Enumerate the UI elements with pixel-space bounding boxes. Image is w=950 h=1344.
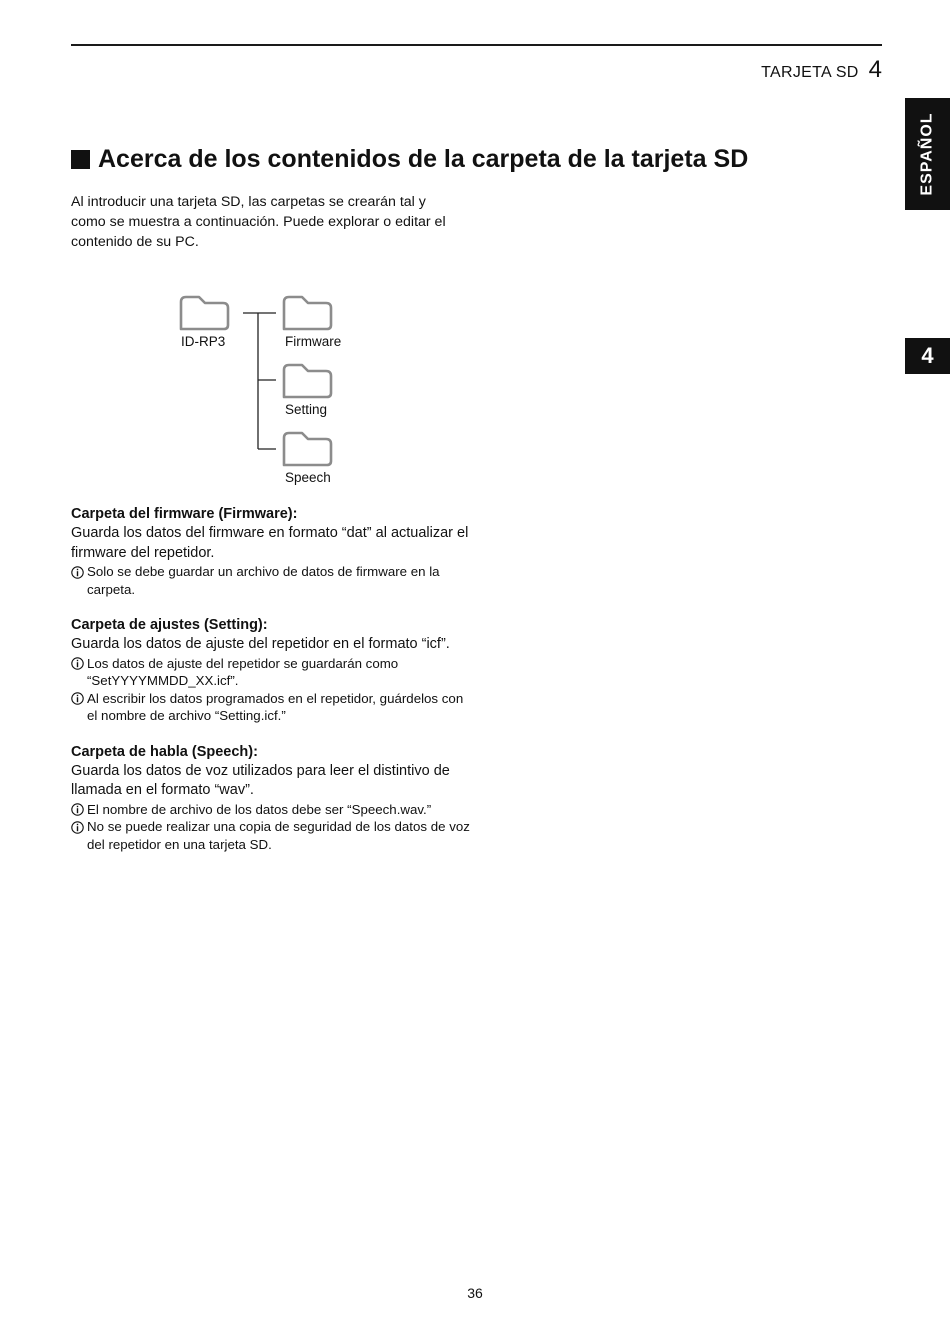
intro-paragraph: Al introducir una tarjeta SD, las carpetas se crearán tal y como se muestra a continuación. Puede explorar o editar el contenido de su PC. xyxy=(71,194,446,250)
note-text: El nombre de archivo de los datos debe ser “Speech.wav.” xyxy=(87,801,432,817)
info-icon xyxy=(71,563,87,598)
folder-icon-speech xyxy=(284,433,331,465)
note-text: Al escribir los datos programados en el repetidor, guárdelos con el nombre de archivo “Setting.icf.” xyxy=(87,690,464,723)
section-heading xyxy=(71,145,748,174)
note-text: Solo se debe guardar un archivo de datos de firmware en la carpeta. xyxy=(87,564,440,597)
folder-icon-firmware xyxy=(284,297,331,329)
note-text: No se puede realizar una copia de seguridad de los datos de voz del repetidor en una tarjeta SD. xyxy=(87,819,470,852)
language-tab xyxy=(905,98,950,210)
folder-icon-root xyxy=(181,297,228,329)
tree-connector xyxy=(243,313,276,449)
firmware-folder-section xyxy=(71,505,471,598)
section-description: Guarda los datos del firmware en formato “dat” al actualizar el firmware del repetidor. xyxy=(71,525,469,561)
info-icon xyxy=(71,818,87,853)
note-item xyxy=(71,818,471,853)
folder-tree-lines xyxy=(160,288,420,498)
folder-tree-diagram xyxy=(160,288,420,498)
note-item xyxy=(71,690,471,725)
info-icon xyxy=(71,801,87,819)
info-icon xyxy=(71,655,87,690)
section-heading-speech: Carpeta de habla (Speech): xyxy=(71,743,258,760)
section-heading-setting: Carpeta de ajustes (Setting): xyxy=(71,617,268,633)
folder-label-firmware: Firmware xyxy=(285,334,342,349)
page-title: Acerca de los contenidos de la carpeta de la tarjeta SD xyxy=(98,145,749,173)
section-description: Guarda los datos de ajuste del repetidor en el formato “icf”. xyxy=(71,636,450,652)
note-text: Los datos de ajuste del repetidor se guardarán como “SetYYYYMMDD_XX.icf”. xyxy=(87,655,399,688)
language-tab-label: ESPAÑOL xyxy=(918,112,936,196)
section-title: TARJETA SD xyxy=(761,64,859,81)
folder-label-speech: Speech xyxy=(285,470,331,485)
page-number: 36 xyxy=(467,1285,483,1301)
note-item xyxy=(71,655,471,690)
setting-folder-section xyxy=(71,616,471,725)
folder-icon-setting xyxy=(284,365,331,397)
folder-descriptions xyxy=(71,505,471,871)
folder-label-setting: Setting xyxy=(285,402,328,417)
chapter-tab: 4 xyxy=(905,338,950,374)
chapter-number: 4 xyxy=(868,56,882,83)
info-icon xyxy=(71,690,87,725)
note-item xyxy=(71,801,471,819)
section-heading-firmware: Carpeta del firmware (Firmware): xyxy=(71,506,298,522)
folder-label-root: ID-RP3 xyxy=(181,334,226,349)
page-header xyxy=(761,56,882,84)
section-description: Guarda los datos de voz utilizados para leer el distintivo de llamada en el formato “wav”. xyxy=(71,762,450,798)
note-item xyxy=(71,563,471,598)
top-rule xyxy=(71,44,882,46)
heading-square-icon xyxy=(71,150,90,169)
speech-folder-section xyxy=(71,743,471,854)
